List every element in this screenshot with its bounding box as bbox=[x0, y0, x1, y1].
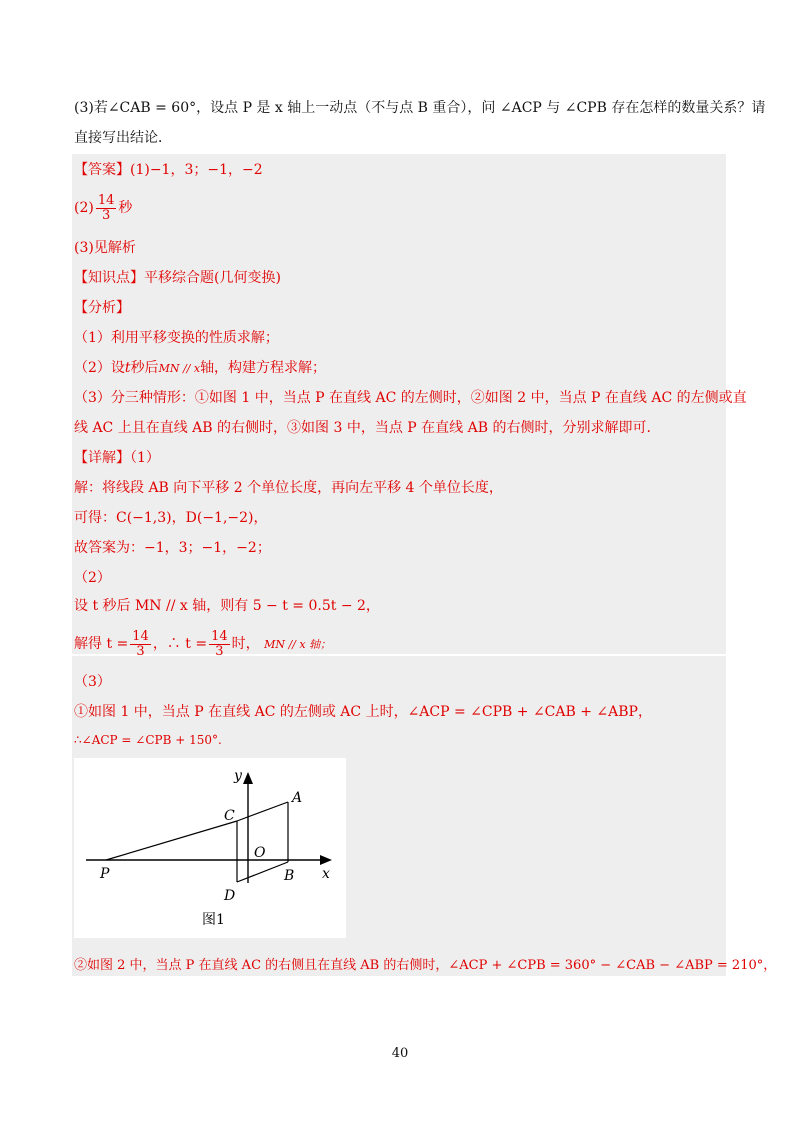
label-b: B bbox=[284, 868, 295, 884]
detail-p2-line1: 设 t 秒后 MN // x 轴，则有 5 − t = 0.5t − 2， bbox=[74, 598, 380, 614]
analysis-item3-line1: （3）分三种情形：①如图 1 中，当点 P 在直线 AC 的左侧时，②如图 2 中，当点 P 在直线 AC 的左侧或直 bbox=[74, 390, 747, 406]
fraction-14-3: $\frac{14}{3}$ bbox=[97, 192, 115, 223]
label-x: x bbox=[322, 866, 330, 882]
y-axis-arrow bbox=[243, 772, 253, 784]
answer-tag: 【答案】 bbox=[74, 162, 130, 178]
detail-p3-line1: ①如图 1 中，当点 P 在直线 AC 的左侧或 AC 上时，∠ACP = ∠CPB + ∠CAB + ∠ABP， bbox=[74, 704, 652, 720]
analysis-item2: （2）设t秒后MN // x轴，构建方程求解； bbox=[74, 360, 327, 376]
detail-part2-label: （2） bbox=[74, 570, 111, 586]
detail-sol-line3: 故答案为：−1，3；−1，−2； bbox=[74, 540, 271, 556]
detail-p2-line2: 解得 t = $\frac{14}{3}$ ，∴ t = $\frac{14}{3}$ 时， MN // x 轴； bbox=[74, 628, 332, 659]
fraction-t-14-3: $\frac{14}{3}$ bbox=[132, 628, 149, 659]
segment-bd bbox=[237, 862, 288, 882]
detail-part3-label: （3） bbox=[74, 674, 111, 690]
answer-part3: (3)见解析 bbox=[74, 240, 136, 256]
knowledge-point: 【知识点】平移综合题(几何变换) bbox=[74, 270, 281, 286]
analysis-tag: 【分析】 bbox=[74, 300, 130, 316]
answer-part2: (2) $\frac{14}{3}$ 秒 bbox=[74, 192, 133, 223]
label-a: A bbox=[292, 790, 303, 806]
question-3-line2: 直接写出结论． bbox=[74, 130, 172, 146]
answer-line bbox=[74, 160, 263, 180]
analysis-item3-line2: 线 AC 上且在直线 AB 的右侧时，③如图 3 中，当点 P 在直线 AB 的右侧时，分别求解即可. bbox=[74, 420, 651, 436]
detail-sol-line1: 解：将线段 AB 向下平移 2 个单位长度，再向左平移 4 个单位长度， bbox=[74, 480, 503, 496]
figure-caption: 图1 bbox=[202, 912, 225, 928]
detail-p3-line3: ②如图 2 中，当点 P 在直线 AC 的右侧且在直线 AB 的右侧时，∠ACP + ∠CPB = 360° − ∠CAB − ∠ABP = 210°， bbox=[74, 958, 777, 973]
analysis-item1: （1）利用平移变换的性质求解； bbox=[74, 330, 279, 346]
fraction-t-14-3-b: $\frac{14}{3}$ bbox=[211, 628, 228, 659]
segment-pc bbox=[106, 821, 237, 860]
detail-p3-line2: ∴∠ACP = ∠CPB + 150°. bbox=[74, 733, 222, 747]
label-y: y bbox=[234, 768, 242, 784]
figure-1 bbox=[74, 758, 346, 938]
label-p: P bbox=[100, 866, 110, 882]
page-number: 40 bbox=[391, 1046, 409, 1061]
figure-1-diagram bbox=[74, 758, 346, 938]
answer-part1: (1)−1，3；−1，−2 bbox=[130, 162, 263, 178]
label-o: O bbox=[254, 845, 266, 861]
question-3-line1: (3)若∠CAB = 60°，设点 P 是 x 轴上一动点（不与点 B 重合），问 ∠ACP 与 ∠CPB 存在怎样的数量关系？请 bbox=[74, 100, 766, 116]
label-c: C bbox=[224, 808, 235, 824]
label-d: D bbox=[224, 888, 236, 904]
detail-header: 【详解】（1） bbox=[74, 450, 160, 466]
segment-ca bbox=[237, 802, 288, 821]
x-axis-arrow bbox=[320, 855, 332, 865]
detail-sol-line2: 可得：C(−1,3)，D(−1,−2)， bbox=[74, 510, 268, 526]
